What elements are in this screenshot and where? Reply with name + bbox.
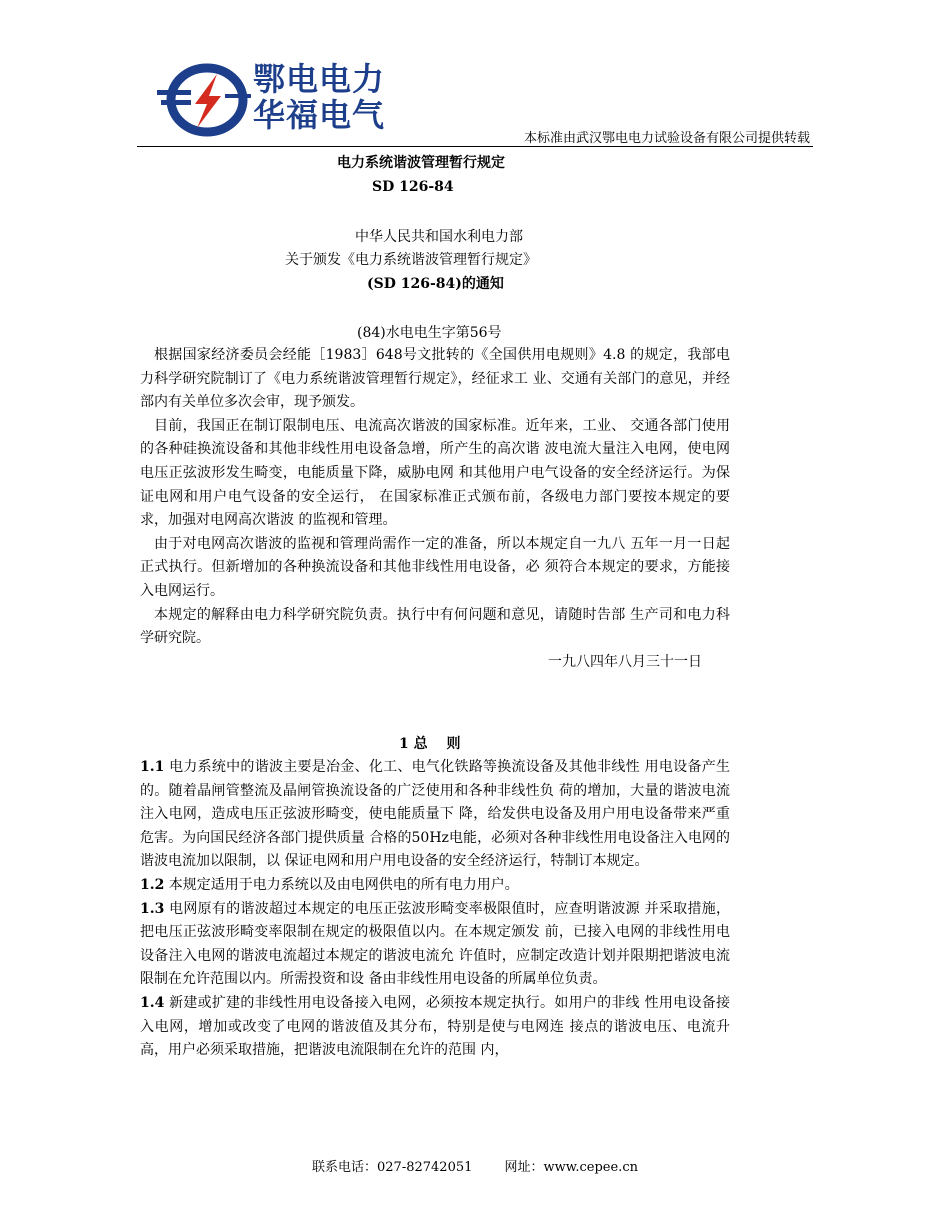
- footer: [0, 1156, 950, 1175]
- clauses: [140, 756, 730, 1063]
- clause-number: 1.2: [140, 876, 165, 893]
- footer-website: 网址：www.cepee.cn: [504, 1160, 638, 1175]
- doc-title: 电力系统谐波管理暂行规定: [337, 155, 505, 171]
- doc-number: (84)水电电生字第56号: [357, 325, 502, 341]
- paragraph: 根据国家经济委员会经能［1983］648号文批转的《全国供用电规则》4.8 的规定，我部电力科学研究院制订了《电力系统谐波管理暂行规定》，经征求工 业、交通有关部门的意见，并经部内有关单位多次会审，现予颁发。: [140, 347, 730, 411]
- clause: [140, 992, 730, 1063]
- paragraph: 由于对电网高次谐波的监视和管理尚需作一定的准备，所以本规定自一九八 五年一月一日起正式执行。但新增加的各种换流设备和其他非线性用电设备，必 须符合本规定的要求，方能接入电网运行。: [140, 535, 730, 599]
- header-divider: [137, 146, 813, 147]
- notice-title: 关于颁发《电力系统谐波管理暂行规定》: [285, 252, 537, 268]
- clause-text: 电力系统中的谐波主要是冶金、化工、电气化铁路等换流设备及其他非线性 用电设备产生的。随着晶闸管整流及晶闸管换流设备的广泛使用和各种非线性负 荷的增加，大量的谐波电流注入电网，造成电压正弦波形畸变，使电能质量下 降，给发供电设备及用户用电设备带来严重危害。为向国民经济各部门提供质量 合格的50Hz电能，必须对各种非线性用电设备注入电网的谐波电流加以限制，以 保证电网和用户用电设备的安全经济运行，特制订本规定。: [140, 759, 730, 870]
- notice-date: 一九八四年八月三十一日: [548, 653, 702, 670]
- lightning-globe-icon: [155, 60, 251, 140]
- doc-code: SD 126-84: [372, 179, 454, 195]
- clause: [140, 898, 730, 992]
- clause-text: 新建或扩建的非线性用电设备接入电网，必须按本规定执行。如用户的非线 性用电设备接入电网，增加或改变了电网的谐波值及其分布，特别是使与电网连 接点的谐波电压、电流升高，用户必须采取措施，把谐波电流限制在允许的范围 内，: [140, 994, 730, 1059]
- clause-number: 1.1: [140, 759, 165, 775]
- paragraph: 本规定的解释由电力科学研究院负责。执行中有何问题和意见，请随时告部 生产司和电力科学研究院。: [140, 606, 730, 647]
- notice-title-line2: (SD 126-84)的通知: [367, 276, 504, 292]
- issuer: 中华人民共和国水利电力部: [355, 229, 523, 245]
- company-logo: [155, 60, 395, 140]
- logo-text-line2: 华福电气: [253, 96, 386, 134]
- provider-note: 本标准由武汉鄂电电力试验设备有限公司提供转载: [523, 131, 810, 146]
- clause-number: 1.4: [140, 994, 165, 1011]
- clause: [140, 756, 730, 874]
- clause: [140, 874, 730, 898]
- notice-body: [140, 344, 730, 688]
- footer-phone: 联系电话：027-82742051: [312, 1160, 473, 1175]
- clause-text: 本规定适用于电力系统以及由电网供电的所有电力用户。: [164, 876, 519, 893]
- logo-text-line1: 鄂电电力: [253, 60, 386, 98]
- section-heading: 1 总 则: [399, 736, 461, 752]
- paragraph: 目前，我国正在制订限制电压、电流高次谐波的国家标准。近年来，工业、 交通各部门使用的各种硅换流设备和其他非线性用电设备急增，所产生的高次谐 波电流大量注入电网，使电网电压正弦波形发生畸变，电能质量下降，威胁电网 和其他用户电气设备的安全经济运行。为保证电网和用户电气设备的安全运行， 在国家标准正式颁布前，各级电力部门要按本规定的要求，加强对电网高次谐波 的监视和管理。: [140, 417, 730, 529]
- clause-number: 1.3: [140, 900, 165, 917]
- clause-text: 电网原有的谐波超过本规定的电压正弦波形畸变率极限值时，应查明谐波源 并采取措施，把电压正弦波形畸变率限制在规定的极限值以内。在本规定颁发 前，已接入电网的非线性用电设备注入电网的谐波电流超过本规定的谐波电流允 许值时，应制定改造计划并限期把谐波电流限制在允许范围以内。所需投资和设 备由非线性用电设备的所属单位负责。: [140, 900, 730, 988]
